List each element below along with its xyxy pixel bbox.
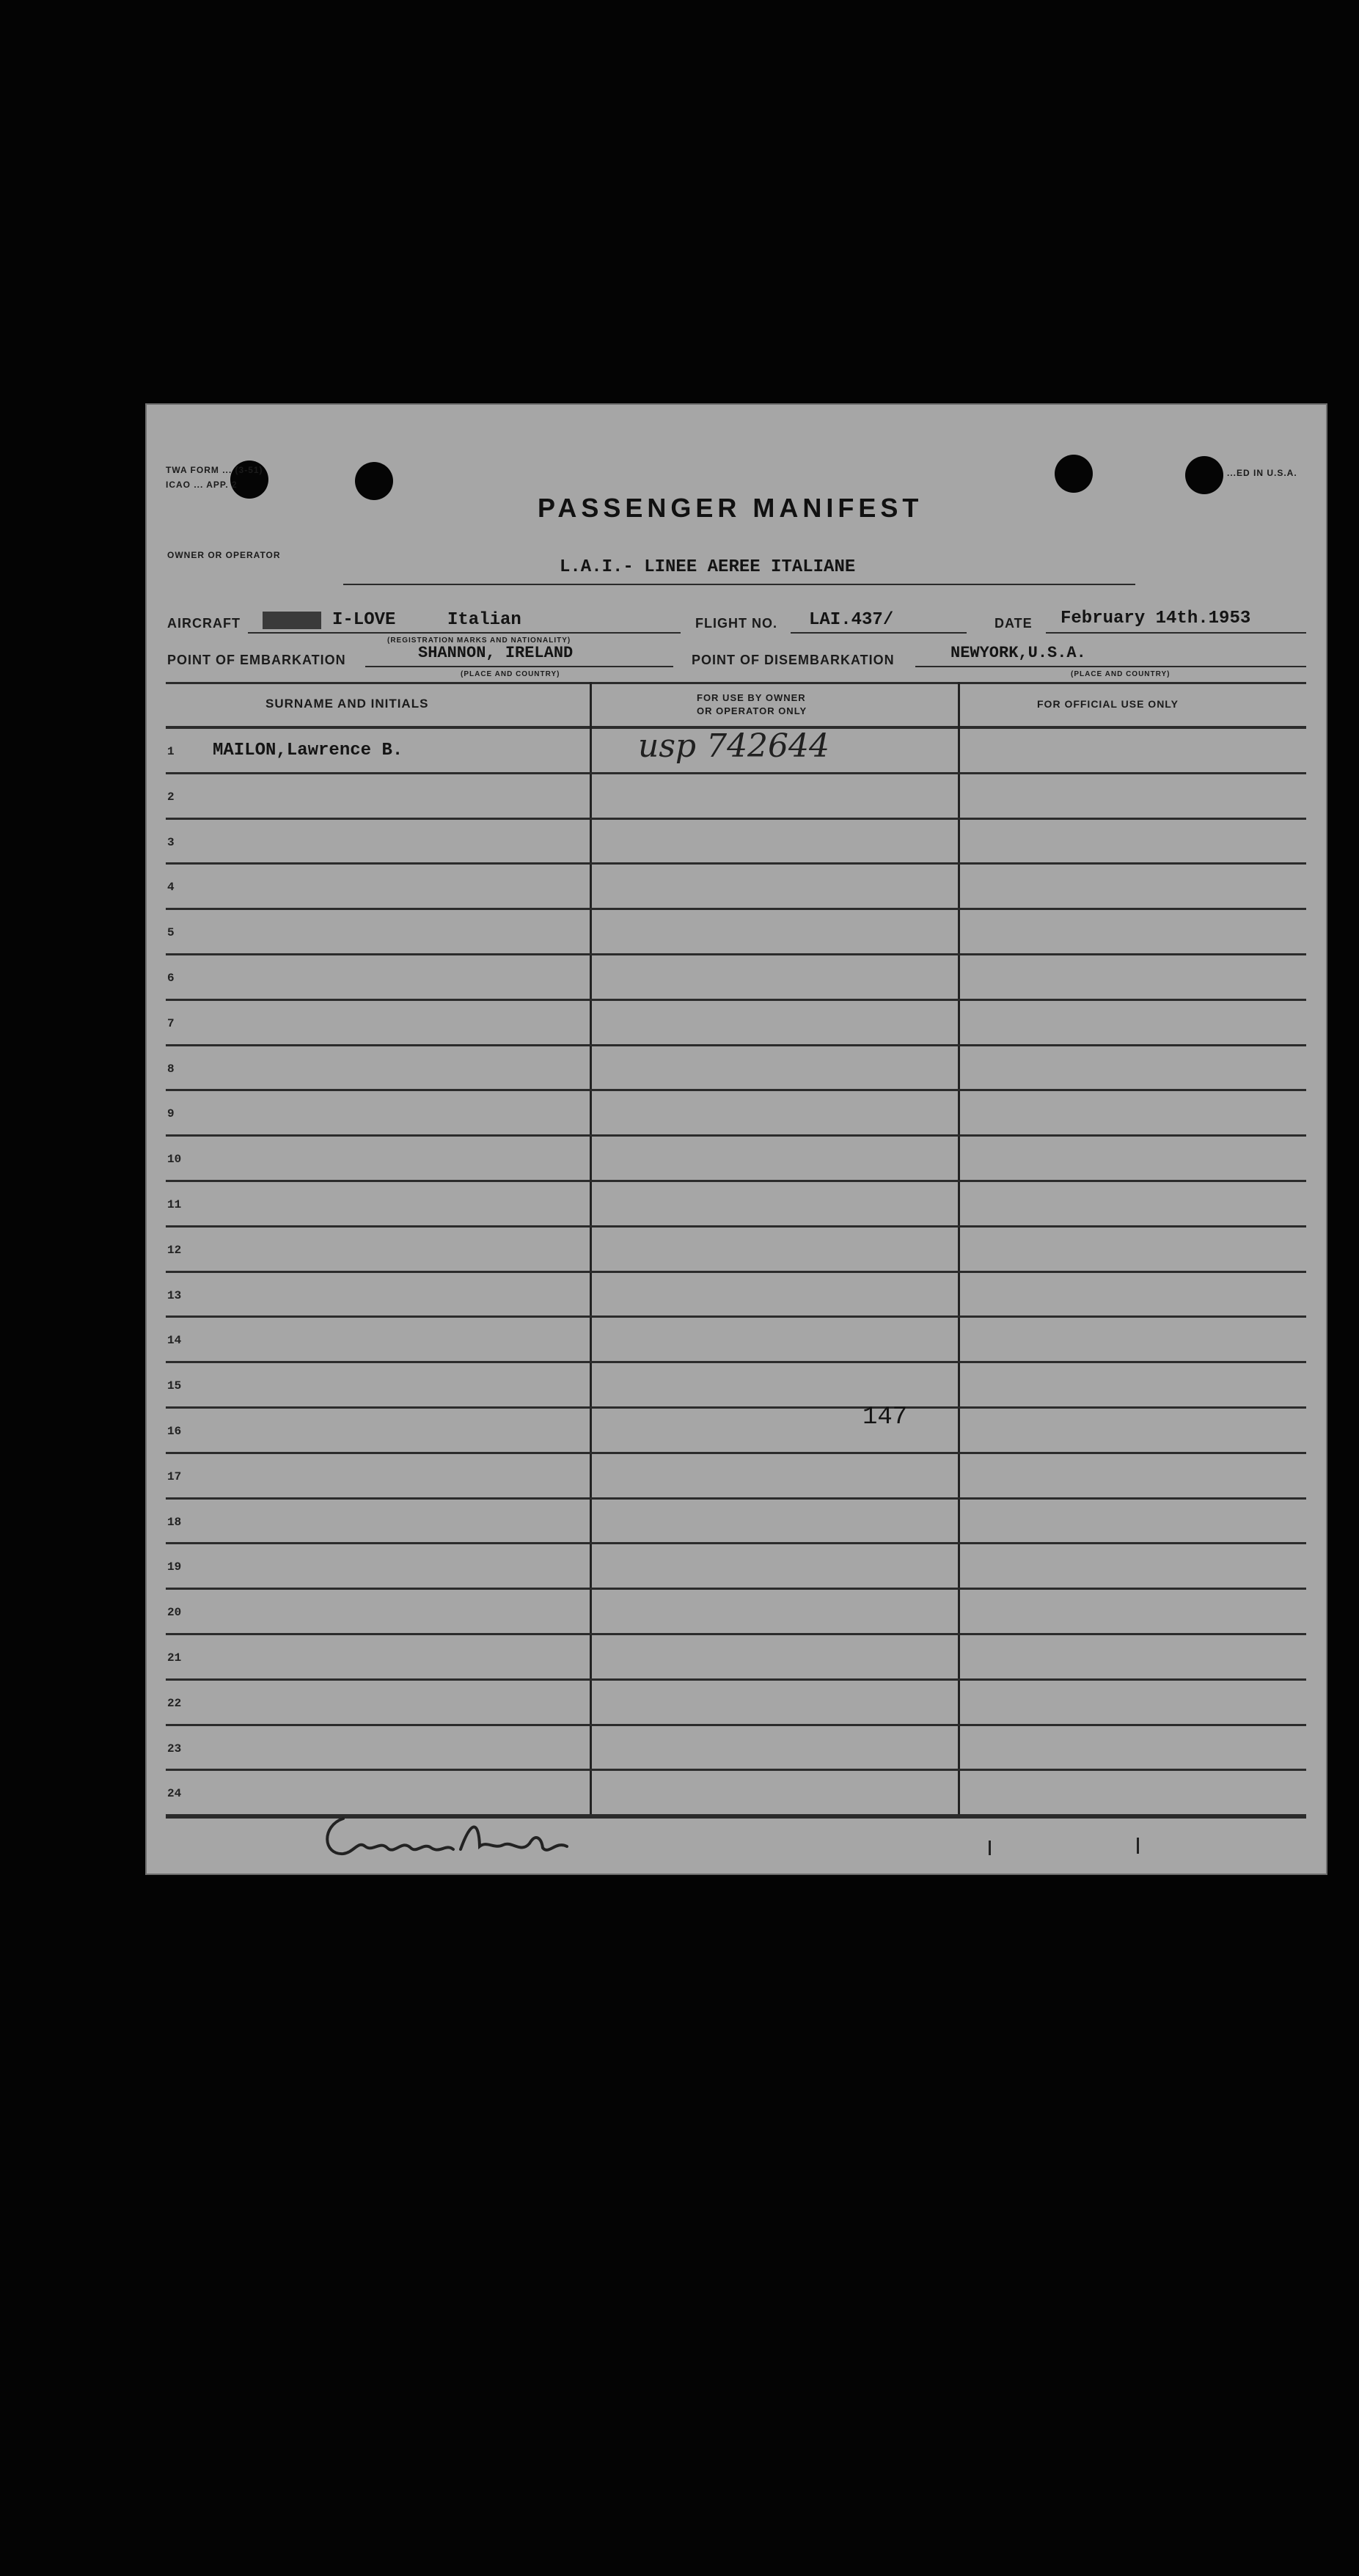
row-number: 21	[167, 1651, 182, 1665]
row-divider	[166, 1588, 1306, 1590]
row-divider	[166, 818, 1306, 820]
row-divider	[166, 1542, 1306, 1544]
disembarkation-value: NEWYORK,U.S.A.	[950, 644, 1086, 662]
row-divider	[166, 1089, 1306, 1091]
col-header-owner-line2: OR OPERATOR ONLY	[697, 705, 807, 716]
disembarkation-caption: (PLACE AND COUNTRY)	[1071, 670, 1171, 678]
page-number: 147	[862, 1403, 908, 1431]
row-divider	[166, 1315, 1306, 1318]
row-divider	[166, 1678, 1306, 1681]
embarkation-value: SHANNON, IRELAND	[418, 644, 574, 662]
row-divider	[166, 908, 1306, 910]
row-number: 22	[167, 1696, 182, 1710]
row-divider	[166, 772, 1306, 774]
row-number: 19	[167, 1560, 182, 1574]
row-number: 15	[167, 1379, 182, 1393]
passenger-name: MAILON,Lawrence B.	[213, 741, 403, 760]
handwritten-signature	[314, 1811, 651, 1875]
row-number: 24	[167, 1787, 182, 1801]
page-title: PASSENGER MANIFEST	[538, 493, 923, 523]
row-number: 14	[167, 1334, 182, 1348]
row-divider	[166, 862, 1306, 865]
row-number: 10	[167, 1153, 182, 1167]
row-divider	[166, 1361, 1306, 1363]
row-divider	[166, 1452, 1306, 1454]
row-divider	[166, 1724, 1306, 1726]
flight-label: FLIGHT NO.	[695, 616, 777, 631]
aircraft-registration: I-LOVE	[332, 610, 396, 630]
punch-hole-icon	[355, 462, 393, 500]
row-number: 16	[167, 1425, 182, 1438]
row-number: 2	[167, 790, 175, 804]
row-number: 17	[167, 1469, 182, 1483]
row-divider	[166, 1134, 1306, 1137]
row-number: 11	[167, 1198, 182, 1211]
row-number: 3	[167, 835, 175, 849]
row-number: 13	[167, 1288, 182, 1302]
embarkation-caption: (PLACE AND COUNTRY)	[461, 670, 560, 678]
owner-operator-label: OWNER OR OPERATOR	[167, 550, 281, 560]
row-divider	[166, 1633, 1306, 1635]
row-number: 9	[167, 1107, 175, 1121]
row-divider	[166, 953, 1306, 955]
row-number: 12	[167, 1243, 182, 1257]
row-divider	[166, 1225, 1306, 1228]
aircraft-nationality: Italian	[447, 610, 521, 630]
embarkation-label: POINT OF EMBARKATION	[167, 653, 346, 667]
owner-operator-value: L.A.I.- LINEE AEREE ITALIANE	[560, 557, 856, 577]
printed-note: ...ED IN U.S.A.	[1227, 468, 1297, 478]
row-number: 18	[167, 1515, 182, 1529]
row-divider	[166, 1769, 1306, 1771]
owner-use-entry: usp 742644	[638, 727, 830, 765]
row-number: 23	[167, 1742, 182, 1755]
col-header-surname: SURNAME AND INITIALS	[265, 697, 429, 711]
row-divider	[166, 1497, 1306, 1500]
row-divider	[166, 1044, 1306, 1046]
col-header-owner-line1: FOR USE BY OWNER	[697, 692, 806, 703]
struck-out-text	[263, 612, 321, 629]
row-number: 4	[167, 881, 175, 895]
row-number: 1	[167, 745, 175, 758]
form-number: TWA FORM ... (3-51)	[166, 465, 263, 475]
row-divider	[166, 1271, 1306, 1273]
punch-hole-icon	[1055, 455, 1093, 493]
aircraft-label: AIRCRAFT	[167, 616, 241, 631]
row-number: 5	[167, 926, 175, 940]
row-number: 7	[167, 1016, 175, 1030]
flight-number: LAI.437/	[809, 610, 894, 630]
row-divider	[166, 999, 1306, 1001]
punch-hole-icon	[1185, 456, 1223, 494]
row-number: 20	[167, 1606, 182, 1620]
form-revision: ICAO ... APP. 2	[166, 480, 238, 490]
manifest-sheet	[145, 403, 1327, 1875]
aircraft-caption: (REGISTRATION MARKS AND NATIONALITY)	[387, 636, 571, 645]
col-header-official: FOR OFFICIAL USE ONLY	[1037, 698, 1179, 710]
date-label: DATE	[994, 616, 1033, 631]
row-divider	[166, 1180, 1306, 1182]
disembarkation-label: POINT OF DISEMBARKATION	[692, 653, 895, 667]
row-divider	[166, 1406, 1306, 1409]
row-number: 6	[167, 972, 175, 985]
date-value: February 14th.1953	[1061, 609, 1251, 628]
row-number: 8	[167, 1062, 175, 1076]
